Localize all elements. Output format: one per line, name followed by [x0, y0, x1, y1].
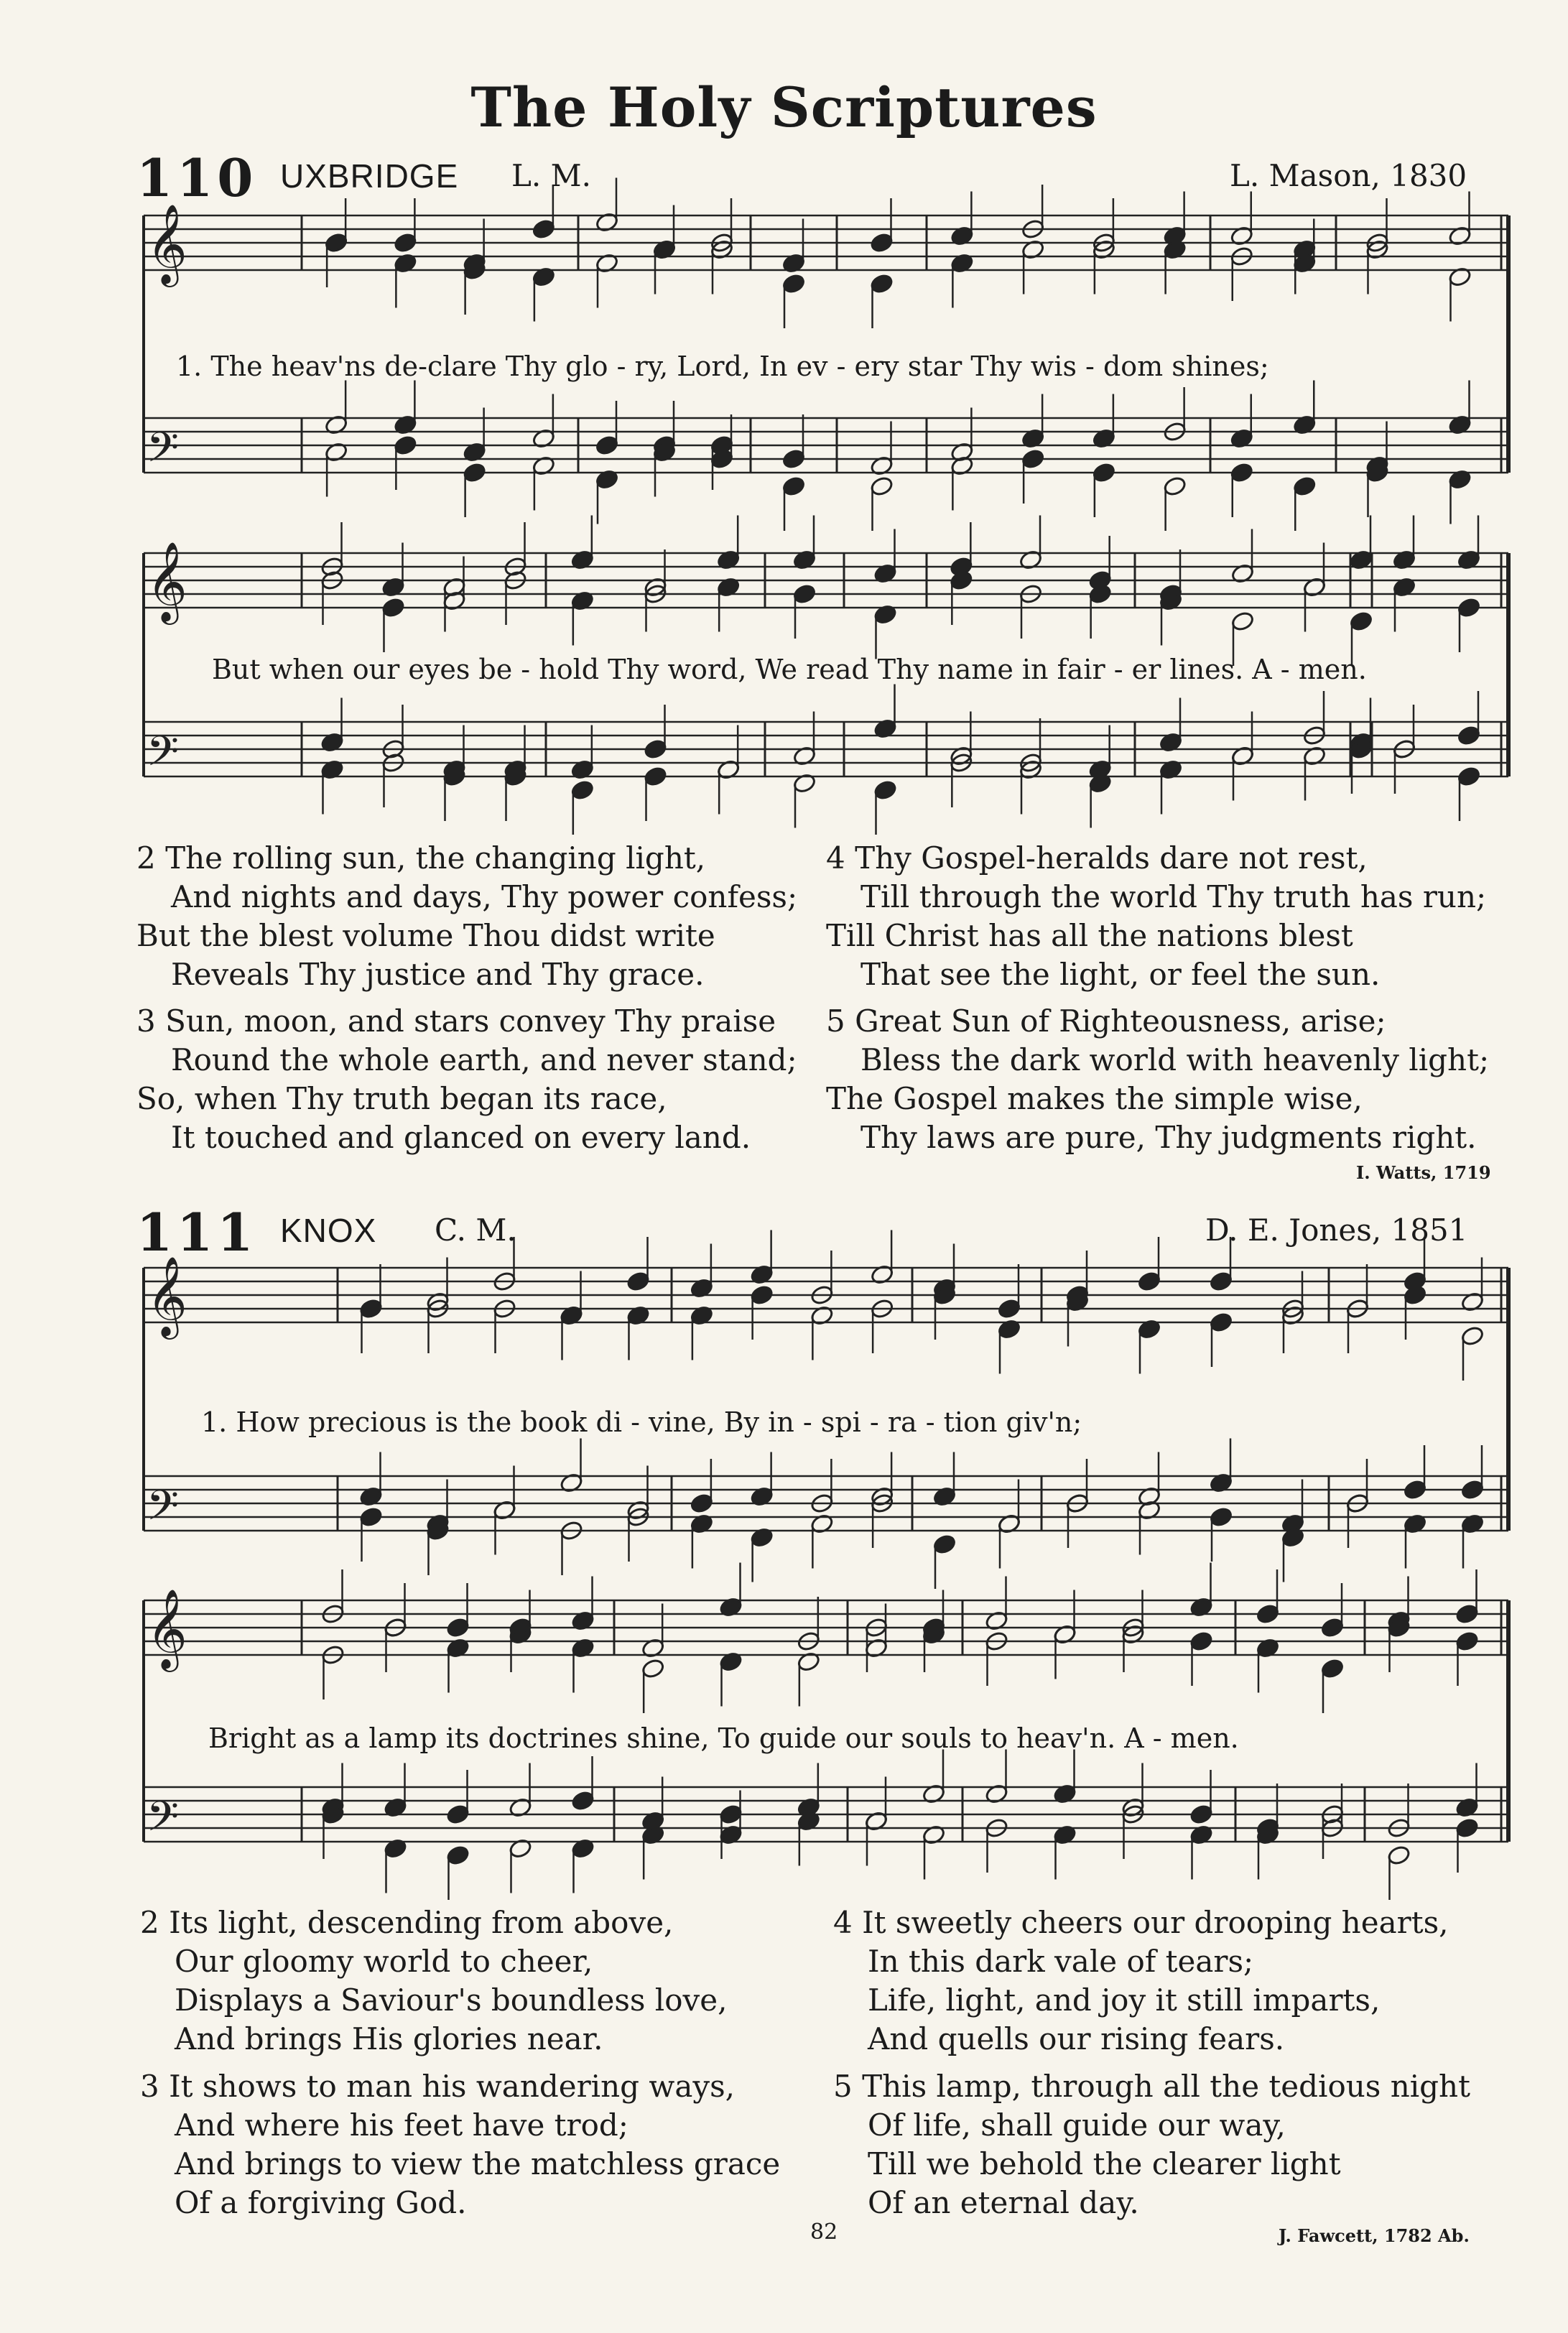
lyric-line: But when our eyes be - hold Thy word, We read Thy name in fair - er lines. A - men.: [212, 654, 1367, 685]
verse-5: 5 Great Sun of Righteousness, arise; Bless the dark world with heavenly light; The Gospel makes the simple wise, Thy laws are pure, Thy judgments right.: [826, 1003, 1490, 1155]
bass-clef: 𝄢: [147, 1481, 180, 1540]
composer: D. E. Jones, 1851: [1205, 1212, 1468, 1248]
page-title: The Holy Scriptures: [470, 75, 1098, 139]
meter: L. M.: [511, 158, 591, 193]
page-number: 82: [810, 2220, 838, 2245]
hymn-number: 111: [136, 1202, 258, 1263]
author-credit: I. Watts, 1719: [1356, 1162, 1491, 1183]
treble-clef: 𝄞: [147, 1588, 187, 1669]
verse-5: 5 This lamp, through all the tedious night Of life, shall guide our way, Till we behold the clearer light Of an eternal day.: [833, 2069, 1470, 2220]
bass-clef: 𝄢: [147, 1792, 180, 1851]
treble-clef: 𝄞: [147, 1256, 187, 1336]
composer: L. Mason, 1830: [1230, 158, 1467, 193]
hymn-number: 110: [136, 147, 258, 208]
verse-3: 3 It shows to man his wandering ways, And where his feet have trod; And brings to view the matchless grace Of a forgiving God.: [140, 2069, 781, 2220]
lyric-line: 1. The heav'ns de-clare Thy glo - ry, Lord, In ev - ery star Thy wis - dom shines;: [176, 351, 1269, 382]
verse-2: 2 The rolling sun, the changing light, And nights and days, Thy power confess; But the blest volume Thou didst write Reveals Thy justice and Thy grace.: [136, 840, 798, 992]
tune-name: KNOX: [280, 1212, 377, 1249]
verse-4: 4 It sweetly cheers our drooping hearts, In this dark vale of tears; Life, light, and joy it still imparts, And quells our rising fears.: [833, 1905, 1449, 2056]
lyric-line: Bright as a lamp its doctrines shine, To guide our souls to heav'n. A - men.: [208, 1722, 1239, 1754]
treble-clef: 𝄞: [147, 541, 187, 621]
verse-3: 3 Sun, moon, and stars convey Thy praise Round the whole earth, and never stand; So, when Thy truth began its race, It touched and glanced on every land.: [136, 1003, 797, 1155]
treble-clef: 𝄞: [147, 203, 187, 284]
verse-2: 2 Its light, descending from above, Our gloomy world to cheer, Displays a Saviour's boundless love, And brings His glories near.: [140, 1905, 728, 2056]
lyric-line: 1. How precious is the book di - vine, By in - spi - ra - tion giv'n;: [201, 1406, 1082, 1438]
bass-clef: 𝄢: [147, 423, 180, 482]
bass-clef: 𝄢: [147, 727, 180, 786]
tune-name: UXBRIDGE: [280, 157, 459, 195]
author-credit: J. Fawcett, 1782 Ab.: [1279, 2225, 1470, 2246]
verse-4: 4 Thy Gospel-heralds dare not rest, Till through the world Thy truth has run; Till Christ has all the nations blest That see the light, or feel the sun.: [826, 840, 1487, 992]
meter: C. M.: [435, 1212, 516, 1248]
